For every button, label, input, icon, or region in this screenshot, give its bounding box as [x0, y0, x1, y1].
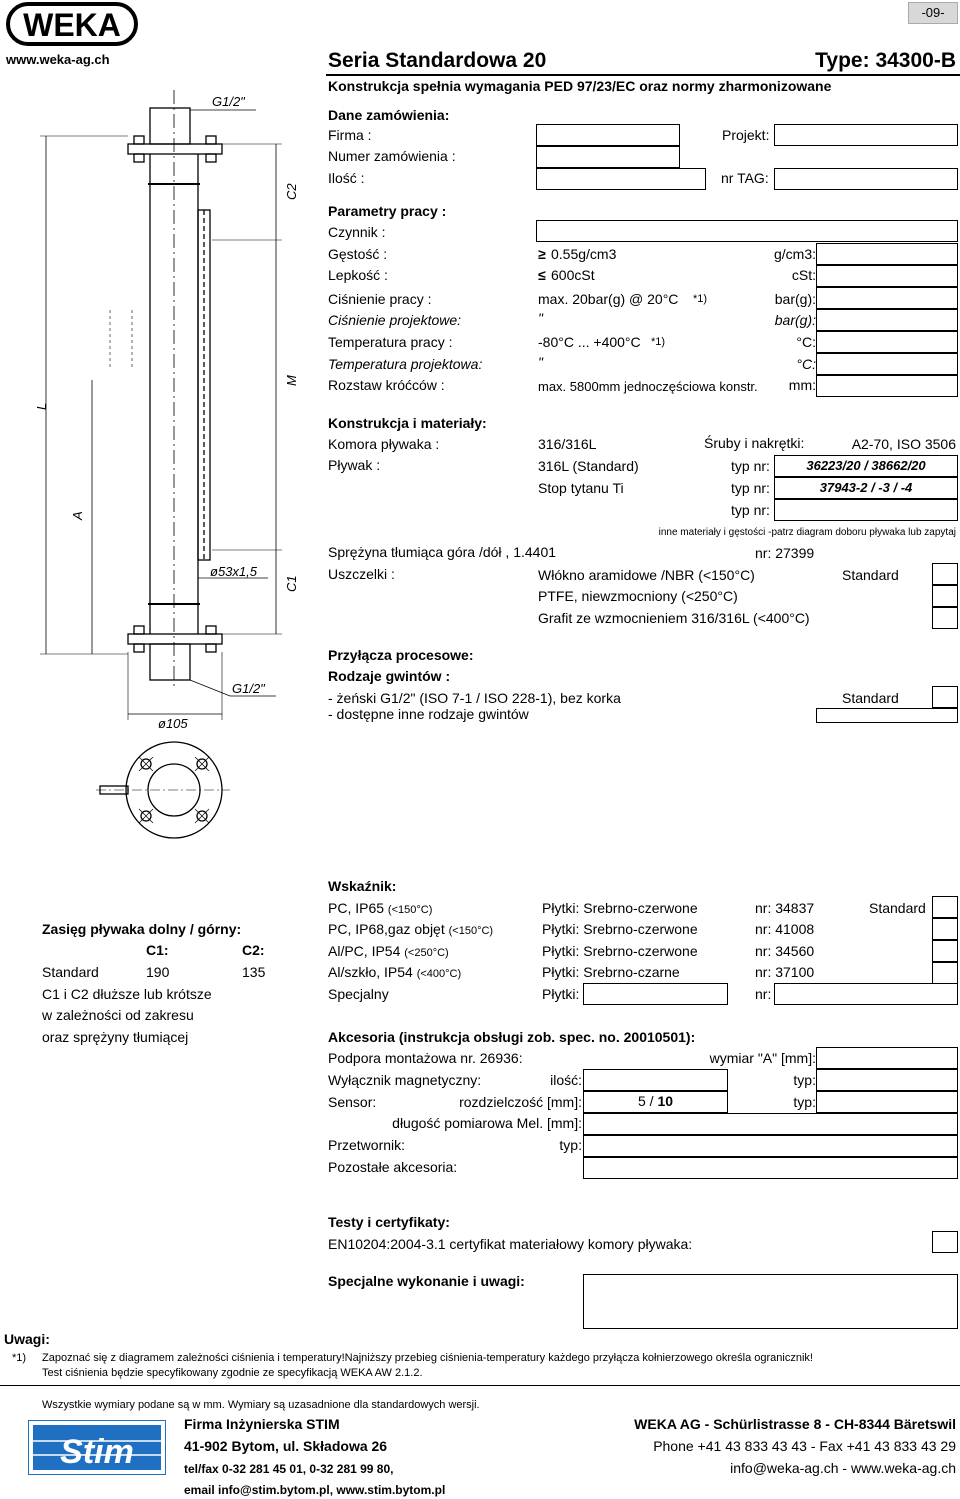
series-title: Seria Standardowa 20 [328, 49, 547, 72]
uszczelka-2-checkbox[interactable] [932, 585, 958, 607]
label-cisnienie-proj: Ciśnienie projektowe: [328, 312, 462, 328]
dim-l: L [34, 402, 49, 410]
temp-proj-field[interactable] [816, 353, 958, 375]
footer-weka-phone: Phone +41 43 833 43 43 - Fax +41 43 833 43 29 [653, 1438, 956, 1454]
acc-ilosc: ilość: [550, 1072, 582, 1088]
firma-field[interactable] [536, 124, 680, 146]
stop-value: Stop tytanu Ti [538, 480, 624, 496]
inne-note: inne materiały i gęstości -patrz diagram doboru pływaka lub zapytaj [658, 527, 956, 538]
footer-weka-web: info@weka-ag.ch - www.weka-ag.ch [730, 1460, 956, 1476]
nr-tag-field[interactable] [774, 168, 958, 190]
accessories-heading: Akcesoria (instrukcja obsługi zob. spec. no. 20010501): [328, 1029, 696, 1045]
label-firma: Firma : [328, 127, 372, 143]
tests-en: EN10204:2004-3.1 certyfikat materiałowy komory pływaka: [328, 1236, 693, 1252]
temp-field[interactable] [816, 331, 958, 353]
lepkosc-le-sign: ≤ [538, 267, 546, 283]
label-nr-tag: nr TAG: [721, 170, 769, 186]
label-plywak: Pływak : [328, 457, 381, 473]
compliance-text: Konstrukcja spełnia wymagania PED 97/23/EC oraz normy zharmonizowane [328, 78, 832, 94]
ind-row-1-plates: Płytki: Srebrno-czerwone [542, 900, 698, 916]
order-heading: Dane zamówienia: [328, 107, 450, 123]
cisnienie-unit: bar(g): [774, 291, 816, 307]
cisnienie-value: max. 20bar(g) @ 20°C [538, 291, 679, 307]
stim-logo [28, 1420, 166, 1475]
acc-sensor: Sensor: [328, 1094, 377, 1110]
ind-row-4-nr: nr: 37100 [755, 964, 815, 980]
range-c1: C1: [146, 942, 169, 958]
acc-dlugosc: długość pomiarowa Mel. [mm]: [392, 1115, 582, 1131]
acc-typ-2-field[interactable] [816, 1091, 958, 1113]
ind-special-nr-field[interactable] [774, 983, 958, 1005]
ind-row-3-name: Al/PC, IP54 (<250°C) [328, 943, 449, 959]
acc-pozostale: Pozostałe akcesoria: [328, 1159, 458, 1175]
process-sub: Rodzaje gwintów : [328, 668, 451, 684]
gestosc-ge-sign: ≥ [538, 246, 546, 262]
range-heading: Zasięg pływaka dolny / górny: [42, 921, 242, 937]
ind-row-1-checkbox[interactable] [932, 896, 958, 918]
special-field[interactable] [583, 1274, 958, 1329]
technical-drawing [0, 80, 320, 840]
notes-dims: Wszystkie wymiary podane są w mm. Wymiary są uzasadnione dla standardowych wersji. [42, 1399, 480, 1411]
ind-row-4-checkbox[interactable] [932, 962, 958, 984]
acc-typ-1-field[interactable] [816, 1069, 958, 1091]
ind-row-3-plates: Płytki: Srebrno-czerwone [542, 943, 698, 959]
temp-unit: °C: [796, 334, 816, 350]
acc-typ-3: typ: [559, 1137, 582, 1153]
label-komora: Komora pływaka : [328, 436, 440, 452]
uszczelka-std: Standard [842, 567, 899, 583]
temp-note: *1) [651, 336, 666, 348]
params-heading: Parametry pracy : [328, 203, 447, 219]
komora-value: 316/316L [538, 436, 597, 452]
notes-line-1: Zapoznać się z diagramem zależności ciśnienia i temperatury!Najniższy przebieg ciśnienia-temperatury każdego przyłącza kołnierzowego określa ogranicznik! [42, 1352, 813, 1364]
uszczelka-1-checkbox[interactable] [932, 563, 958, 585]
ind-row-3-nr: nr: 34560 [755, 943, 815, 959]
rozstaw-field[interactable] [816, 375, 958, 397]
rozstaw-value: max. 5800mm jednoczęściowa konstr. [538, 379, 758, 394]
label-uszczelki: Uszczelki : [328, 566, 395, 582]
acc-wylacznik: Wyłącznik magnetyczny: [328, 1072, 482, 1088]
thread-g2: - dostępne inne rodzaje gwintów [328, 706, 529, 722]
uszczelka-1: Włókno aramidowe /NBR (<150°C) [538, 567, 755, 583]
notes-line-2: Test ciśnienia będzie specyfikowany zgodnie ze specyfikacją WEKA AW 2.1.2. [42, 1367, 423, 1379]
ind-special-plates: Płytki: [542, 986, 580, 1002]
lepkosc-value: 600cSt [551, 267, 595, 283]
dim-a: A [70, 511, 85, 520]
special-heading: Specjalne wykonanie i uwagi: [328, 1273, 525, 1289]
acc-typ-3-field[interactable] [583, 1135, 958, 1157]
logo-text: WEKA [23, 7, 121, 43]
notes-marker: *1) [12, 1352, 27, 1364]
label-lepkosc: Lepkość : [328, 267, 388, 283]
dim-flange: ø105 [158, 716, 188, 731]
stop-typ-field[interactable]: 37943-2 / -3 / -4 [774, 477, 958, 499]
tests-en-checkbox[interactable] [932, 1231, 958, 1253]
range-note-1: C1 i C2 dłuższe lub krótsze [42, 986, 212, 1002]
typ-nr-3-field[interactable] [774, 499, 958, 521]
materials-heading: Konstrukcja i materiały: [328, 415, 487, 431]
website: www.weka-ag.ch [6, 52, 110, 67]
tests-heading: Testy i certyfikaty: [328, 1214, 450, 1230]
rozdz-value-a: 5 [637, 1093, 646, 1109]
sprezyna-nr: nr: 27399 [755, 545, 815, 561]
label-ilosc: Ilość : [328, 170, 365, 186]
rozdz-sep: / [649, 1093, 654, 1109]
temp-value: -80°C ... +400°C [538, 334, 641, 350]
acc-wymiar-field[interactable] [816, 1047, 958, 1069]
gestosc-unit: g/cm3: [773, 246, 816, 262]
weka-logo [6, 2, 138, 46]
lepkosc-field[interactable] [816, 265, 958, 287]
ind-row-4-name: Al/szkło, IP54 (<400°C) [328, 964, 462, 980]
dim-g-top: G1/2" [212, 94, 245, 109]
acc-typ-1: typ: [793, 1072, 816, 1088]
rozdz-value-b: 10 [657, 1093, 674, 1109]
label-rozstaw: Rozstaw króćców : [328, 377, 445, 393]
thread-g1: - żeński G1/2" (ISO 7-1 / ISO 228-1), bez korka [328, 690, 621, 706]
ditto-1: " [538, 310, 543, 326]
thread-g1-checkbox[interactable] [932, 686, 958, 708]
label-cisnienie: Ciśnienie pracy : [328, 291, 432, 307]
type-title: Type: 34300-B [815, 49, 956, 72]
label-temp: Temperatura pracy : [328, 334, 453, 350]
stim-logo-text: Stim [60, 1433, 134, 1471]
dim-c1: C1 [284, 575, 299, 592]
plywak-typ-field[interactable]: 36223/20 / 38662/20 [774, 455, 958, 477]
ind-row-1-std: Standard [869, 900, 926, 916]
process-heading: Przyłącza procesowe: [328, 647, 474, 663]
projekt-field[interactable] [774, 124, 958, 146]
label-temp-proj: Temperatura projektowa: [328, 356, 483, 372]
typ-nr-1: typ nr: [731, 458, 770, 474]
page-number: -09- [908, 2, 958, 24]
gestosc-field[interactable] [816, 243, 958, 265]
cisnienie-note: *1) [693, 293, 708, 305]
cisnienie-proj-unit: bar(g): [774, 312, 816, 328]
footer-firm: Firma Inżynierska STIM [184, 1416, 340, 1432]
dim-tube: ø53x1,5 [210, 564, 257, 579]
czynnik-field[interactable] [536, 220, 958, 242]
numer-field[interactable] [536, 146, 680, 168]
ind-row-2-name: PC, IP68,gaz objęt (<150°C) [328, 921, 494, 937]
thread-g2-field[interactable] [816, 708, 958, 723]
rozstaw-unit: mm: [788, 377, 816, 393]
dim-g-bottom: G1/2" [232, 681, 265, 696]
acc-przetwornik: Przetwornik: [328, 1137, 406, 1153]
range-std: Standard [42, 964, 99, 980]
ind-row-2-nr: nr: 41008 [755, 921, 815, 937]
gestosc-value: 0.55g/cm3 [551, 246, 617, 262]
plywak-value: 316L (Standard) [538, 458, 639, 474]
thread-g1-std: Standard [842, 690, 899, 706]
label-numer: Numer zamówienia : [328, 148, 456, 164]
acc-typ-2: typ: [793, 1094, 816, 1110]
range-c1-value: 190 [146, 964, 170, 980]
ind-row-2-plates: Płytki: Srebrno-czerwone [542, 921, 698, 937]
ind-row-4-plates: Płytki: Srebrno-czarne [542, 964, 680, 980]
range-note-2: w zależności od zakresu [42, 1007, 194, 1023]
cisnienie-field[interactable] [816, 287, 958, 309]
cisnienie-proj-field[interactable] [816, 309, 958, 331]
label-sprezyna: Sprężyna tłumiąca góra /dół , 1.4401 [328, 544, 557, 560]
ind-row-1-name: PC, IP65 (<150°C) [328, 900, 433, 916]
notes-heading: Uwagi: [4, 1331, 50, 1347]
range-c2: C2: [242, 942, 265, 958]
sruby-value: A2-70, ISO 3506 [851, 436, 956, 452]
footer-tel: tel/fax 0-32 281 45 01, 0-32 281 99 80, [184, 1462, 394, 1476]
ind-special: Specjalny [328, 986, 389, 1002]
ind-row-2-checkbox[interactable] [932, 918, 958, 940]
ditto-2: " [538, 354, 543, 370]
lepkosc-unit: cSt: [791, 267, 816, 283]
ind-row-3-checkbox[interactable] [932, 940, 958, 962]
indicator-heading: Wskaźnik: [328, 878, 397, 894]
acc-dlugosc-field[interactable] [583, 1113, 958, 1135]
typ-nr-2: typ nr: [731, 480, 770, 496]
ilosc-field[interactable] [536, 168, 706, 190]
acc-rozdz: rozdzielczość [mm]: [459, 1094, 582, 1110]
footer-weka-addr: WEKA AG - Schürlistrasse 8 - CH-8344 Bäretswil [634, 1416, 956, 1432]
uszczelka-2: PTFE, niewzmocniony (<250°C) [538, 588, 738, 604]
ind-special-plates-field[interactable] [583, 983, 728, 1005]
footer-email: email info@stim.bytom.pl, www.stim.bytom.pl [184, 1483, 446, 1497]
uszczelka-3-checkbox[interactable] [932, 607, 958, 629]
label-gestosc: Gęstość : [328, 246, 388, 262]
ind-row-1-nr: nr: 34837 [755, 900, 815, 916]
label-sruby: Śruby i nakrętki: [704, 435, 805, 451]
uszczelka-3: Grafit ze wzmocnieniem 316/316L (<400°C) [538, 610, 810, 626]
temp-proj-unit: °C: [796, 356, 816, 372]
range-c2-value: 135 [242, 964, 266, 980]
label-czynnik: Czynnik : [328, 224, 386, 240]
dim-m: M [284, 375, 299, 386]
footer-addr: 41-902 Bytom, ul. Składowa 26 [184, 1438, 388, 1454]
acc-wymiar: wymiar "A" [mm]: [709, 1050, 816, 1066]
header-rule [326, 74, 960, 76]
notes-rule [0, 1385, 960, 1386]
range-note-3: oraz sprężyny tłumiącej [42, 1029, 189, 1045]
label-projekt: Projekt: [722, 127, 770, 143]
acc-pozostale-field[interactable] [583, 1157, 958, 1179]
dim-c2: C2 [284, 183, 299, 200]
acc-ilosc-field[interactable] [583, 1069, 728, 1091]
acc-podpora: Podpora montażowa nr. 26936: [328, 1050, 523, 1066]
acc-rozdz-field[interactable] [583, 1091, 728, 1113]
typ-nr-3: typ nr: [731, 502, 770, 518]
ind-special-nr: nr: [755, 986, 772, 1002]
